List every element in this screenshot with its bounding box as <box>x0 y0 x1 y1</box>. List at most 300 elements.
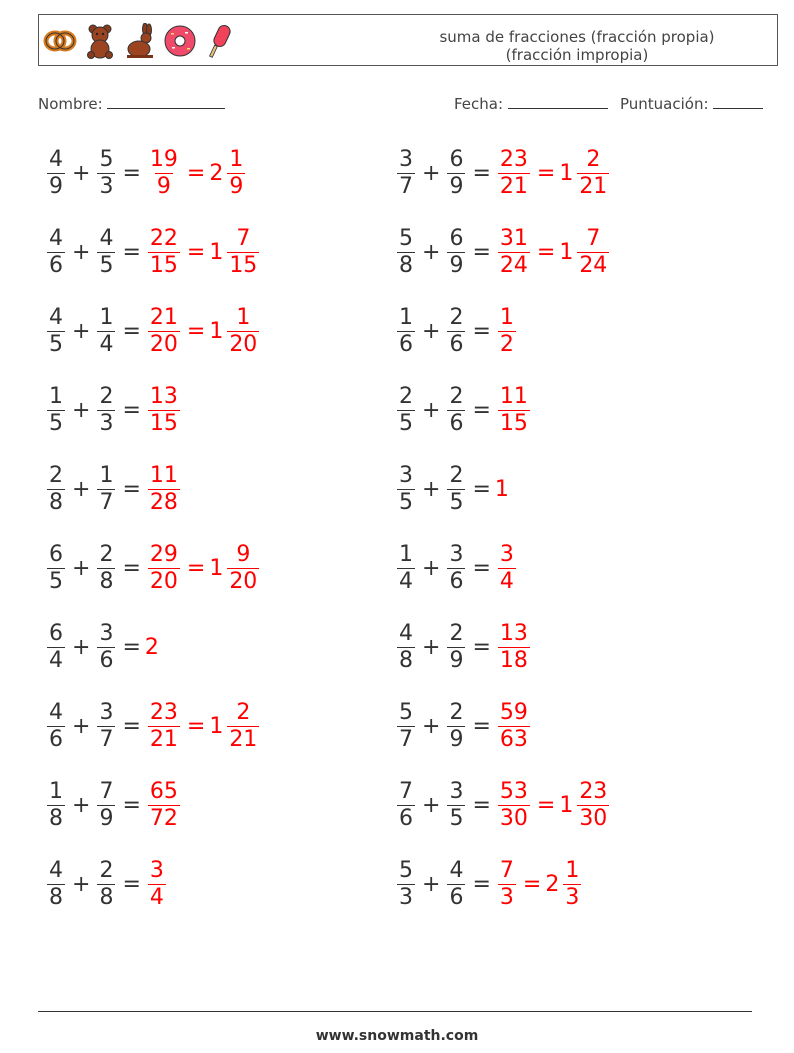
equals-sign: = <box>472 793 491 819</box>
denominator: 30 <box>579 806 608 832</box>
numerator: 6 <box>49 542 63 567</box>
denominator: 20 <box>229 569 258 594</box>
numerator: 1 <box>499 304 514 330</box>
addend-fraction <box>97 858 115 911</box>
denominator: 5 <box>399 489 413 515</box>
pretzel-icon <box>43 23 77 59</box>
denominator: 9 <box>49 173 63 199</box>
numerator: 2 <box>449 383 464 409</box>
numerator: 4 <box>449 858 464 884</box>
numerator: 23 <box>499 146 528 172</box>
addend-fraction <box>447 858 465 911</box>
numerator: 3 <box>99 621 114 647</box>
numerator: 2 <box>449 700 464 726</box>
denominator: 4 <box>49 648 63 674</box>
answer <box>495 305 519 358</box>
addend-fraction <box>447 700 465 753</box>
equals-sign: = <box>536 239 556 265</box>
problem-item <box>394 380 533 440</box>
mixed-whole: 1 <box>209 714 224 740</box>
mixed-whole: 1 <box>559 793 574 819</box>
answer <box>183 147 248 200</box>
numerator: 11 <box>499 383 528 409</box>
plus-sign: + <box>72 239 91 265</box>
numerator: 3 <box>99 700 114 726</box>
numerator: 21 <box>149 304 178 330</box>
denominator: 6 <box>449 569 464 594</box>
denominator: 21 <box>579 173 608 199</box>
numerator: 13 <box>149 383 178 409</box>
denominator: 9 <box>99 806 114 832</box>
addend-fraction <box>47 542 65 595</box>
mixed-fraction <box>227 226 259 279</box>
problem-item <box>44 855 169 915</box>
denominator: 8 <box>99 569 114 594</box>
numerator: 7 <box>399 779 413 805</box>
name-blank[interactable] <box>107 94 225 109</box>
plus-sign: + <box>422 397 441 423</box>
numerator: 2 <box>236 700 251 726</box>
score-field <box>620 94 763 113</box>
equals-sign: = <box>472 397 491 423</box>
problem-item <box>394 539 519 599</box>
addend-fraction <box>397 226 415 279</box>
problem-item <box>394 776 612 836</box>
numerator: 4 <box>49 858 63 884</box>
addend-fraction <box>97 542 115 595</box>
plus-sign: + <box>422 872 441 898</box>
addend-fraction <box>397 384 415 437</box>
denominator: 21 <box>499 173 528 199</box>
numerator: 59 <box>499 700 528 726</box>
addend-fraction <box>97 384 115 437</box>
mixed-fraction <box>227 542 259 595</box>
denominator: 5 <box>49 331 63 357</box>
plus-sign: + <box>422 318 441 344</box>
answer <box>145 858 169 911</box>
date-blank[interactable] <box>508 94 608 109</box>
addend-fraction <box>447 305 465 358</box>
plus-sign: + <box>422 556 441 581</box>
answer <box>183 700 262 753</box>
numerator: 3 <box>449 779 464 805</box>
denominator: 9 <box>449 648 464 674</box>
addend-fraction <box>97 463 115 516</box>
numerator: 7 <box>586 225 601 251</box>
addend-fraction <box>47 305 65 358</box>
equals-sign: = <box>122 872 141 898</box>
problem-item <box>44 459 183 519</box>
addend-fraction <box>397 700 415 753</box>
problem-item <box>394 697 533 757</box>
numerator: 2 <box>99 383 114 409</box>
equals-sign: = <box>122 239 141 265</box>
numerator: 2 <box>99 542 114 567</box>
denominator: 6 <box>49 252 63 278</box>
answer <box>183 542 262 595</box>
numerator: 1 <box>236 304 251 330</box>
mixed-whole: 1 <box>559 160 574 186</box>
equals-sign: = <box>472 318 491 344</box>
denominator: 9 <box>449 252 464 278</box>
problem-item <box>394 301 519 361</box>
denominator: 15 <box>229 252 258 278</box>
answer-fraction <box>498 305 516 358</box>
answer <box>145 384 183 437</box>
denominator: 3 <box>99 410 114 436</box>
problem-item <box>44 776 183 836</box>
addend-fraction <box>97 305 115 358</box>
numerator: 2 <box>399 383 413 409</box>
denominator: 5 <box>449 489 464 515</box>
denominator: 5 <box>49 569 63 594</box>
answer <box>145 700 183 753</box>
donut-icon <box>163 23 197 59</box>
footer-website: www.snowmath.com <box>315 1028 479 1044</box>
numerator: 5 <box>399 858 413 884</box>
denominator: 3 <box>99 173 114 199</box>
denominator: 63 <box>499 727 528 753</box>
denominator: 20 <box>149 569 178 594</box>
denominator: 18 <box>499 648 528 674</box>
numerator: 1 <box>49 779 63 805</box>
score-label: Puntuación: <box>620 95 709 113</box>
problem-item <box>44 618 159 678</box>
date-field <box>454 94 608 113</box>
denominator: 15 <box>149 410 178 436</box>
addend-fraction <box>397 621 415 674</box>
numerator: 7 <box>499 858 514 884</box>
numerator: 23 <box>149 700 178 726</box>
addend-fraction <box>47 700 65 753</box>
mixed-fraction <box>563 858 581 911</box>
plus-sign: + <box>422 239 441 265</box>
numerator: 23 <box>579 779 608 805</box>
numerator: 5 <box>399 700 413 726</box>
answer <box>495 779 533 832</box>
numerator: 1 <box>49 383 63 409</box>
addend-fraction <box>47 779 65 832</box>
numerator: 31 <box>499 225 528 251</box>
numerator: 53 <box>499 779 528 805</box>
numerator: 3 <box>449 542 464 567</box>
name-field <box>38 94 225 113</box>
denominator: 3 <box>499 885 514 911</box>
answer-fraction <box>148 384 180 437</box>
equals-sign: = <box>122 556 141 581</box>
equals-sign: = <box>122 397 141 423</box>
numerator: 2 <box>49 462 63 488</box>
answer <box>145 635 159 660</box>
denominator: 28 <box>149 489 178 515</box>
addend-fraction <box>447 463 465 516</box>
denominator: 5 <box>99 252 114 278</box>
denominator: 8 <box>49 885 63 911</box>
answer <box>533 226 612 279</box>
addend-fraction <box>447 384 465 437</box>
equals-sign: = <box>186 714 206 740</box>
equals-sign: = <box>472 476 491 502</box>
answer-fraction <box>148 463 180 516</box>
addend-fraction <box>397 305 415 358</box>
numerator: 1 <box>229 146 244 172</box>
teddy-bear-icon <box>83 23 117 59</box>
addend-fraction <box>397 147 415 200</box>
answer-fraction <box>148 147 180 200</box>
problem-item <box>44 539 262 599</box>
answer <box>183 226 262 279</box>
plus-sign: + <box>422 635 441 661</box>
denominator: 8 <box>99 885 114 911</box>
numerator: 13 <box>499 621 528 647</box>
numerator: 4 <box>49 700 63 726</box>
addend-fraction <box>47 147 65 200</box>
numerator: 22 <box>149 225 178 251</box>
numerator: 7 <box>99 779 114 805</box>
denominator: 2 <box>499 331 514 357</box>
answer <box>495 858 519 911</box>
plus-sign: + <box>72 397 91 423</box>
denominator: 6 <box>449 885 464 911</box>
addend-fraction <box>47 384 65 437</box>
answer <box>145 542 183 595</box>
icon-strip <box>43 21 237 61</box>
denominator: 6 <box>99 648 114 674</box>
denominator: 8 <box>399 648 413 674</box>
numerator: 4 <box>49 146 63 172</box>
denominator: 20 <box>149 331 178 357</box>
answer <box>495 621 533 674</box>
numerator: 3 <box>399 462 413 488</box>
answer <box>495 700 533 753</box>
numerator: 4 <box>99 225 114 251</box>
denominator: 72 <box>149 806 178 832</box>
answer-fraction <box>498 384 530 437</box>
plus-sign: + <box>422 714 441 740</box>
addend-fraction <box>97 700 115 753</box>
denominator: 3 <box>399 885 413 911</box>
answer-fraction <box>498 779 530 832</box>
addend-fraction <box>397 779 415 832</box>
answer <box>495 226 533 279</box>
addend-fraction <box>47 463 65 516</box>
mixed-fraction <box>577 226 609 279</box>
answer <box>145 226 183 279</box>
problem-item <box>394 222 612 282</box>
plus-sign: + <box>422 160 441 186</box>
problem-item <box>44 697 262 757</box>
mixed-whole: 1 <box>209 556 224 581</box>
answer-whole: 2 <box>144 635 159 661</box>
answer-fraction <box>498 858 516 911</box>
mixed-fraction <box>227 147 245 200</box>
mixed-whole: 2 <box>545 872 560 898</box>
problem-item <box>394 459 509 519</box>
answer-fraction <box>148 226 180 279</box>
addend-fraction <box>97 226 115 279</box>
numerator: 7 <box>236 225 251 251</box>
answer-fraction <box>498 542 516 595</box>
numerator: 5 <box>399 225 413 251</box>
addend-fraction <box>447 542 465 595</box>
answer-fraction <box>498 147 530 200</box>
equals-sign: = <box>186 556 206 581</box>
mixed-whole: 2 <box>209 160 224 186</box>
answer-fraction <box>498 700 530 753</box>
numerator: 4 <box>49 225 63 251</box>
denominator: 20 <box>229 331 258 357</box>
numerator: 4 <box>399 621 413 647</box>
answer-fraction <box>148 858 166 911</box>
equals-sign: = <box>122 635 141 661</box>
denominator: 21 <box>229 727 258 753</box>
plus-sign: + <box>72 872 91 898</box>
numerator: 6 <box>449 146 464 172</box>
numerator: 1 <box>399 542 413 567</box>
answer <box>495 384 533 437</box>
denominator: 8 <box>49 489 63 515</box>
numerator: 6 <box>49 621 63 647</box>
problem-item <box>44 143 248 203</box>
equals-sign: = <box>122 318 141 344</box>
equals-sign: = <box>122 714 141 740</box>
plus-sign: + <box>72 476 91 502</box>
answer <box>533 779 612 832</box>
numerator: 1 <box>99 462 114 488</box>
score-blank[interactable] <box>713 94 763 109</box>
addend-fraction <box>397 542 415 595</box>
numerator: 2 <box>586 146 601 172</box>
denominator: 30 <box>499 806 528 832</box>
numerator: 3 <box>149 858 164 884</box>
equals-sign: = <box>472 160 491 186</box>
numerator: 9 <box>236 542 251 567</box>
worksheet-title: suma de fracciones (fracción propia) (fracción impropia) <box>439 28 715 64</box>
denominator: 6 <box>399 331 413 357</box>
denominator: 3 <box>565 885 580 911</box>
addend-fraction <box>397 858 415 911</box>
equals-sign: = <box>122 793 141 819</box>
denominator: 4 <box>499 569 514 594</box>
date-label: Fecha: <box>454 95 504 113</box>
numerator: 1 <box>399 304 413 330</box>
denominator: 6 <box>49 727 63 753</box>
denominator: 6 <box>399 806 413 832</box>
denominator: 5 <box>49 410 63 436</box>
denominator: 7 <box>99 489 114 515</box>
addend-fraction <box>47 621 65 674</box>
equals-sign: = <box>472 635 491 661</box>
denominator: 9 <box>229 173 244 199</box>
denominator: 21 <box>149 727 178 753</box>
denominator: 5 <box>449 806 464 832</box>
answer-fraction <box>148 779 180 832</box>
numerator: 65 <box>149 779 178 805</box>
mixed-fraction <box>227 305 259 358</box>
denominator: 15 <box>499 410 528 436</box>
problem-item <box>394 618 533 678</box>
mixed-whole: 1 <box>209 318 224 344</box>
numerator: 1 <box>565 858 580 884</box>
plus-sign: + <box>72 793 91 819</box>
answer-fraction <box>148 700 180 753</box>
answer-whole: 1 <box>494 476 509 502</box>
numerator: 1 <box>99 304 114 330</box>
numerator: 3 <box>499 542 514 567</box>
addend-fraction <box>97 779 115 832</box>
problem-item <box>44 301 262 361</box>
numerator: 4 <box>49 304 63 330</box>
plus-sign: + <box>72 556 91 581</box>
numerator: 2 <box>449 304 464 330</box>
answer <box>533 147 612 200</box>
equals-sign: = <box>472 714 491 740</box>
denominator: 6 <box>449 410 464 436</box>
denominator: 15 <box>149 252 178 278</box>
addend-fraction <box>447 779 465 832</box>
equals-sign: = <box>536 160 556 186</box>
denominator: 9 <box>449 173 464 199</box>
addend-fraction <box>447 147 465 200</box>
problem-item <box>394 143 612 203</box>
answer <box>495 477 509 502</box>
equals-sign: = <box>536 793 556 819</box>
denominator: 24 <box>499 252 528 278</box>
addend-fraction <box>97 621 115 674</box>
denominator: 4 <box>149 885 164 911</box>
answer-fraction <box>148 305 180 358</box>
numerator: 3 <box>399 146 413 172</box>
equals-sign: = <box>122 476 141 502</box>
equals-sign: = <box>122 160 141 186</box>
addend-fraction <box>447 621 465 674</box>
denominator: 4 <box>399 569 413 594</box>
header-box <box>38 14 778 66</box>
answer <box>145 147 183 200</box>
mixed-whole: 1 <box>559 239 574 265</box>
equals-sign: = <box>472 556 491 581</box>
denominator: 7 <box>99 727 114 753</box>
answer-fraction <box>498 621 530 674</box>
answer <box>145 779 183 832</box>
name-label: Nombre: <box>38 95 103 113</box>
answer <box>145 305 183 358</box>
problem-item <box>394 855 584 915</box>
equals-sign: = <box>186 239 206 265</box>
equals-sign: = <box>472 872 491 898</box>
denominator: 8 <box>399 252 413 278</box>
popsicle-icon <box>203 23 237 59</box>
answer <box>183 305 262 358</box>
mixed-fraction <box>227 700 259 753</box>
denominator: 9 <box>156 173 171 199</box>
plus-sign: + <box>72 714 91 740</box>
answer-fraction <box>498 226 530 279</box>
addend-fraction <box>47 858 65 911</box>
equals-sign: = <box>472 239 491 265</box>
answer <box>145 463 183 516</box>
equals-sign: = <box>522 872 542 898</box>
chocolate-bunny-icon <box>123 23 157 59</box>
mixed-fraction <box>577 779 609 832</box>
problem-item <box>44 222 262 282</box>
addend-fraction <box>447 226 465 279</box>
plus-sign: + <box>72 318 91 344</box>
numerator: 2 <box>99 858 114 884</box>
plus-sign: + <box>72 160 91 186</box>
numerator: 19 <box>149 146 178 172</box>
addend-fraction <box>97 147 115 200</box>
